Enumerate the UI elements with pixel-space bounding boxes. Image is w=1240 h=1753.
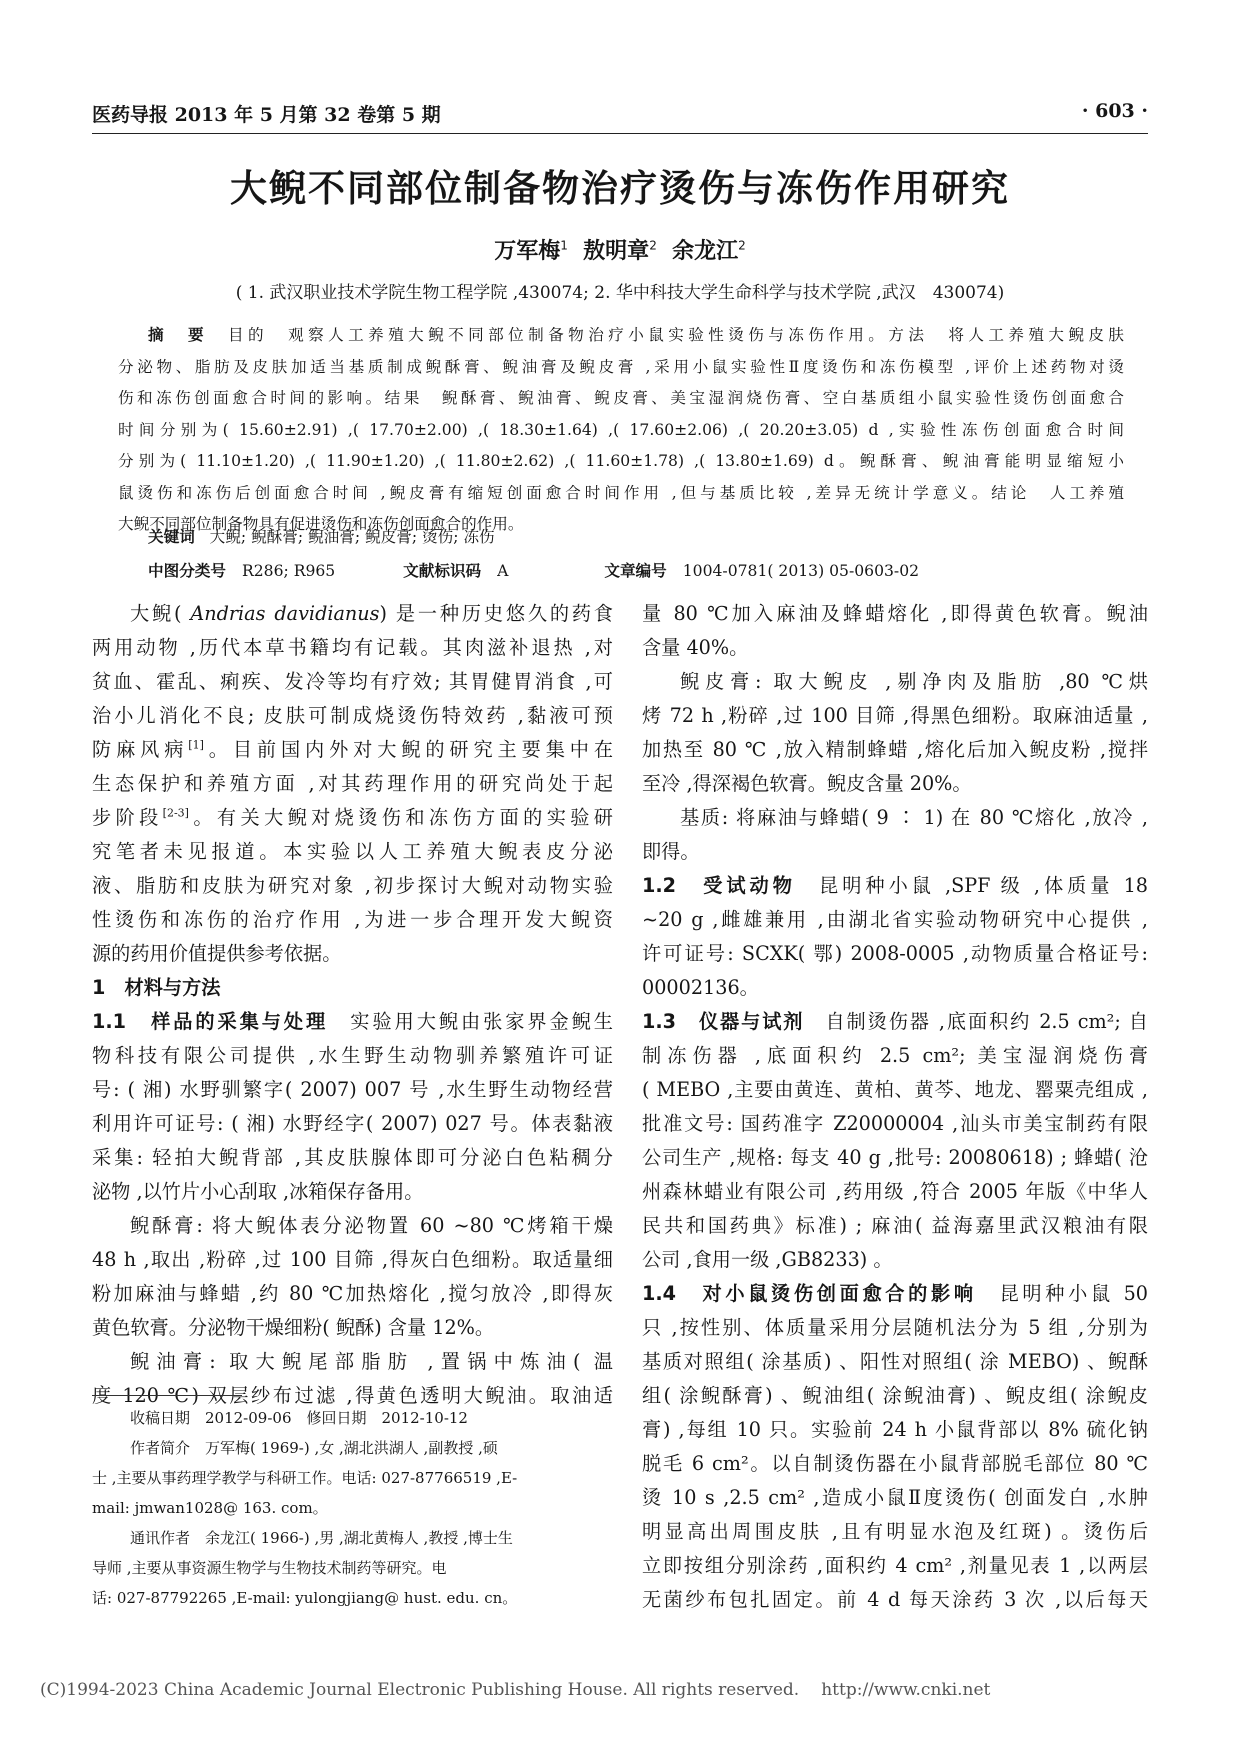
- body-line: 基质: 将麻油与蜂蜡( 9 ∶ 1) 在 80 ℃熔化 ,放冷 ,: [680, 806, 1148, 829]
- body-line: 生态保护和养殖方面 ,对其药理作用的研究尚处于起: [92, 772, 613, 795]
- body-line: 烫 10 s ,2.5 cm² ,造成小鼠Ⅱ度烫伤( 创面发白 ,水肿: [642, 1486, 1148, 1509]
- body-line: ~20 g ,雌雄兼用 ,由湖北省实验动物研究中心提供 ,: [642, 908, 1148, 931]
- article-number-label: 文章编号: [604, 562, 667, 580]
- clc-label: 中图分类号: [148, 562, 226, 580]
- abstract-line: [118, 446, 1124, 478]
- abstract-text: 伤和冻伤创面愈合时间的影响。结果 鲵酥膏、鲵油膏、鲵皮膏、美宝湿润烧伤膏、空白基质组小鼠实验性烫伤创面愈合: [118, 389, 1124, 407]
- body-line: 膏) ,每组 10 只。实验前 24 h 小鼠背部以 8% 硫化钠: [642, 1418, 1148, 1441]
- body-line: 公司 ,食用一级 ,GB8233) 。: [642, 1248, 893, 1271]
- body-line: 48 h ,取出 ,粉碎 ,过 100 目筛 ,得灰白色细粉。取适量细: [92, 1248, 613, 1271]
- keywords-label: 关键词: [148, 528, 195, 546]
- footnote-line: mail: jmwan1028@ 163. com。: [92, 1499, 328, 1517]
- abstract-text: 分别为( 11.10±1.20) ,( 11.90±1.20) ,( 11.80±2.62) ,( 11.60±1.78) ,( 13.80±1.69) d。鲵酥膏、鲵油膏能明显缩短小: [118, 452, 1124, 470]
- body-line: 含量 40%。: [642, 636, 749, 659]
- footnote-line: 话: 027-87792265 ,E-mail: yulongjiang@ hust. edu. cn。: [92, 1589, 518, 1607]
- body-line: 明显高出周围皮肤 ,且有明显水泡及红斑) 。烫伤后: [642, 1520, 1148, 1543]
- body-line: 粉加麻油与蜂蜡 ,约 80 ℃加热熔化 ,搅匀放冷 ,即得灰: [92, 1282, 613, 1305]
- body-line: 泌物 ,以竹片小心刮取 ,冰箱保存备用。: [92, 1180, 424, 1203]
- abstract-text: 时间分别为( 15.60±2.91) ,( 17.70±2.00) ,( 18.30±1.64) ,( 17.60±2.06) ,( 20.20±3.05) d ,实验性冻伤创面愈合时间: [118, 420, 1124, 439]
- body-line: 利用许可证号: ( 湘) 水野经字( 2007) 027 号。体表黏液: [92, 1112, 613, 1135]
- body-line: 号: ( 湘) 水野驯繁字( 2007) 007 号 ,水生野生动物经营: [92, 1078, 613, 1101]
- affiliation: ( 1. 武汉职业技术学院生物工程学院 ,430074; 2. 华中科技大学生命科学与技术学院 ,武汉 430074): [235, 283, 1005, 303]
- body-line: 脱毛 6 cm²。以自制烫伤器在小鼠背部脱毛部位 80 ℃: [642, 1452, 1148, 1475]
- body-line: 只 ,按性别、体质量采用分层随机法分为 5 组 ,分别为: [642, 1316, 1148, 1339]
- keywords-value: 大鲵; 鲵酥膏; 鲵油膏; 鲵皮膏; 烫伤; 冻伤: [209, 528, 495, 546]
- body-line: 00002136。: [642, 976, 759, 999]
- body-line: 防麻风病[1]。目前国内外对大鲵的研究主要集中在: [92, 738, 614, 761]
- article-title: 大鲵不同部位制备物治疗烫伤与冻伤作用研究: [230, 167, 1010, 210]
- body-line: 1.4 对小鼠烫伤创面愈合的影响 昆明种小鼠 50: [642, 1282, 1148, 1305]
- page-number: · 603 ·: [1081, 100, 1148, 122]
- body-line: 加热至 80 ℃ ,放入精制蜂蜡 ,熔化后加入鲵皮粉 ,搅拌: [642, 738, 1148, 761]
- copyright-notice: [40, 1680, 990, 1700]
- copyright-text: (C)1994-2023 China Academic Journal Electronic Publishing House. All rights reserved.: [40, 1680, 800, 1700]
- body-line: 治小儿消化不良; 皮肤可制成烧烫伤特效药 ,黏液可预: [92, 704, 613, 727]
- abstract-text: 目的 观察人工养殖大鲵不同部位制备物治疗小鼠实验性烫伤与冻伤作用。方法 将人工养殖大鲵皮肤: [228, 326, 1124, 344]
- body-line: 1.3 仪器与试剂 自制烫伤器 ,底面积约 2.5 cm²; 自: [642, 1010, 1148, 1033]
- body-line: 立即按组分别涂药 ,面积约 4 cm² ,剂量见表 1 ,以两层: [642, 1554, 1148, 1577]
- body-line: 批准文号: 国药准字 Z20000004 ,汕头市美宝制药有限: [642, 1112, 1148, 1135]
- author-affiliation-mark: 2: [649, 238, 657, 253]
- footnote-rule: [92, 1395, 242, 1396]
- body-line: 公司生产 ,规格: 每支 40 g ,批号: 20080618) ; 蜂蜡( 沧: [642, 1146, 1148, 1169]
- header-rule: [92, 133, 1148, 134]
- right-column: [642, 597, 1148, 1617]
- author-name: 万军梅: [494, 239, 561, 264]
- classification-line: [148, 559, 1124, 581]
- body-line: 1.2 受试动物 昆明种小鼠 ,SPF 级 ,体质量 18: [642, 874, 1148, 897]
- body-line: 源的药用价值提供参考依据。: [92, 942, 342, 965]
- section-heading: 1 材料与方法: [92, 976, 221, 999]
- body-line: 基质对照组( 涂基质) 、阳性对照组( 涂 MEBO) 、鲵酥: [642, 1350, 1148, 1373]
- body-line: 制冻伤器 ,底面积约 2.5 cm²; 美宝湿润烧伤膏: [642, 1044, 1148, 1067]
- body-line: 民共和国药典》标准) ; 麻油( 益海嘉里武汉粮油有限: [642, 1214, 1148, 1237]
- body-line: 至冷 ,得深褐色软膏。鲵皮含量 20%。: [642, 772, 972, 795]
- article-number-value: 1004-0781( 2013) 05-0603-02: [682, 562, 920, 580]
- left-column: [92, 597, 613, 1413]
- journal-reference: 医药导报 2013 年 5 月第 32 卷第 5 期: [92, 104, 441, 126]
- body-line: 许可证号: SCXK( 鄂) 2008-0005 ,动物质量合格证号:: [642, 942, 1148, 965]
- body-line: 物科技有限公司提供 ,水生野生动物驯养繁殖许可证: [92, 1044, 613, 1067]
- body-line: 性烫伤和冻伤的治疗作用 ,为进一步合理开发大鲵资: [92, 908, 613, 931]
- footnote-line: 士 ,主要从事药理学教学与科研工作。电话: 027-87766519 ,E-: [92, 1469, 518, 1487]
- body-line: 大鲵( Andrias davidianus) 是一种历史悠久的药食: [130, 602, 613, 625]
- body-line: 州森林蜡业有限公司 ,药用级 ,符合 2005 年版《中华人: [642, 1180, 1148, 1203]
- footnote-line: 导师 ,主要从事资源生物学与生物技术制药等研究。电: [92, 1559, 447, 1577]
- body-line: 鲵油膏: 取大鲵尾部脂肪 ,置锅中炼油( 温: [130, 1350, 613, 1373]
- body-line: 究笔者未见报道。本实验以人工养殖大鲵表皮分泌: [92, 840, 613, 863]
- footnote-line: 作者简介 万军梅( 1969-) ,女 ,湖北洪湖人 ,副教授 ,硕: [130, 1439, 498, 1457]
- abstract: [118, 320, 1124, 541]
- running-header: [92, 100, 1148, 130]
- footnote-line: 收稿日期 2012-09-06 修回日期 2012-10-12: [130, 1409, 468, 1427]
- body-line: 液、脂肪和皮肤为研究对象 ,初步探讨大鲵对动物实验: [92, 874, 613, 897]
- footnotes: [92, 1403, 613, 1613]
- body-line: 采集: 轻拍大鲵背部 ,其皮肤腺体即可分泌白色粘稠分: [92, 1146, 613, 1169]
- author-name: 余龙江: [672, 239, 739, 264]
- doc-code-label: 文献标识码: [403, 562, 482, 580]
- abstract-text: 鼠烫伤和冻伤后创面愈合时间 ,鲵皮膏有缩短创面愈合时间作用 ,但与基质比较 ,差异无统计学意义。结论 人工养殖: [118, 483, 1124, 502]
- body-line: 黄色软膏。分泌物干燥细粉( 鲵酥) 含量 12%。: [92, 1316, 495, 1339]
- body-line: 1.1 样品的采集与处理 实验用大鲵由张家界金鲵生: [92, 1010, 613, 1033]
- abstract-line: [118, 352, 1124, 384]
- author-affiliation-mark: 1: [560, 238, 568, 253]
- abstract-line: [118, 383, 1124, 415]
- body-line: 步阶段[2-3]。有关大鲵对烧烫伤和冻伤方面的实验研: [92, 806, 613, 829]
- abstract-line: [118, 320, 1124, 352]
- author-name: 敖明章: [583, 239, 650, 264]
- body-line: 鲵皮膏: 取大鲵皮 ,剔净肉及脂肪 ,80 ℃烘: [680, 670, 1148, 693]
- clc-value: R286; R965: [241, 562, 336, 580]
- body-line: 量 80 ℃加入麻油及蜂蜡熔化 ,即得黄色软膏。鲵油: [642, 602, 1148, 625]
- keywords: [148, 525, 495, 547]
- body-line: 度 120 ℃) 双层纱布过滤 ,得黄色透明大鲵油。取油适: [92, 1384, 613, 1407]
- doc-code-value: A: [497, 562, 509, 580]
- body-line: 两用动物 ,历代本草书籍均有记载。其肉滋补退热 ,对: [92, 636, 613, 659]
- abstract-text: 分泌物、脂肪及皮肤加适当基质制成鲵酥膏、鲵油膏及鲵皮膏 ,采用小鼠实验性Ⅱ度烫伤和冻伤模型 ,评价上述药物对烫: [118, 357, 1124, 376]
- abstract-line: [118, 478, 1124, 510]
- body-line: 鲵酥膏: 将大鲵体表分泌物置 60 ~80 ℃烤箱干燥: [130, 1214, 613, 1237]
- author-affiliation-mark: 2: [738, 238, 746, 253]
- body-line: 贫血、霍乱、痢疾、发冷等均有疗效; 其胃健胃消食 ,可: [92, 670, 613, 693]
- body-line: 无菌纱布包扎固定。前 4 d 每天涂药 3 次 ,以后每天: [642, 1588, 1148, 1611]
- abstract-line: [118, 415, 1124, 447]
- body-line: 烤 72 h ,粉碎 ,过 100 目筛 ,得黑色细粉。取麻油适量 ,: [642, 704, 1148, 727]
- body-line: 即得。: [642, 840, 700, 863]
- abstract-text: 大鲵不同部位制备物具有促进烫伤和冻伤创面愈合的作用。: [118, 515, 524, 533]
- footnote-line: 通讯作者 余龙江( 1966-) ,男 ,湖北黄梅人 ,教授 ,博士生: [130, 1529, 513, 1547]
- body-line: ( MEBO ,主要由黄连、黄柏、黄芩、地龙、罂粟壳组成 ,: [642, 1078, 1148, 1101]
- abstract-label: 摘 要: [148, 326, 229, 344]
- copyright-url: http://www.cnki.net: [821, 1680, 991, 1700]
- body-line: 组( 涂鲵酥膏) 、鲵油组( 涂鲵油膏) 、鲵皮组( 涂鲵皮: [642, 1384, 1148, 1407]
- author-list: [92, 234, 1148, 265]
